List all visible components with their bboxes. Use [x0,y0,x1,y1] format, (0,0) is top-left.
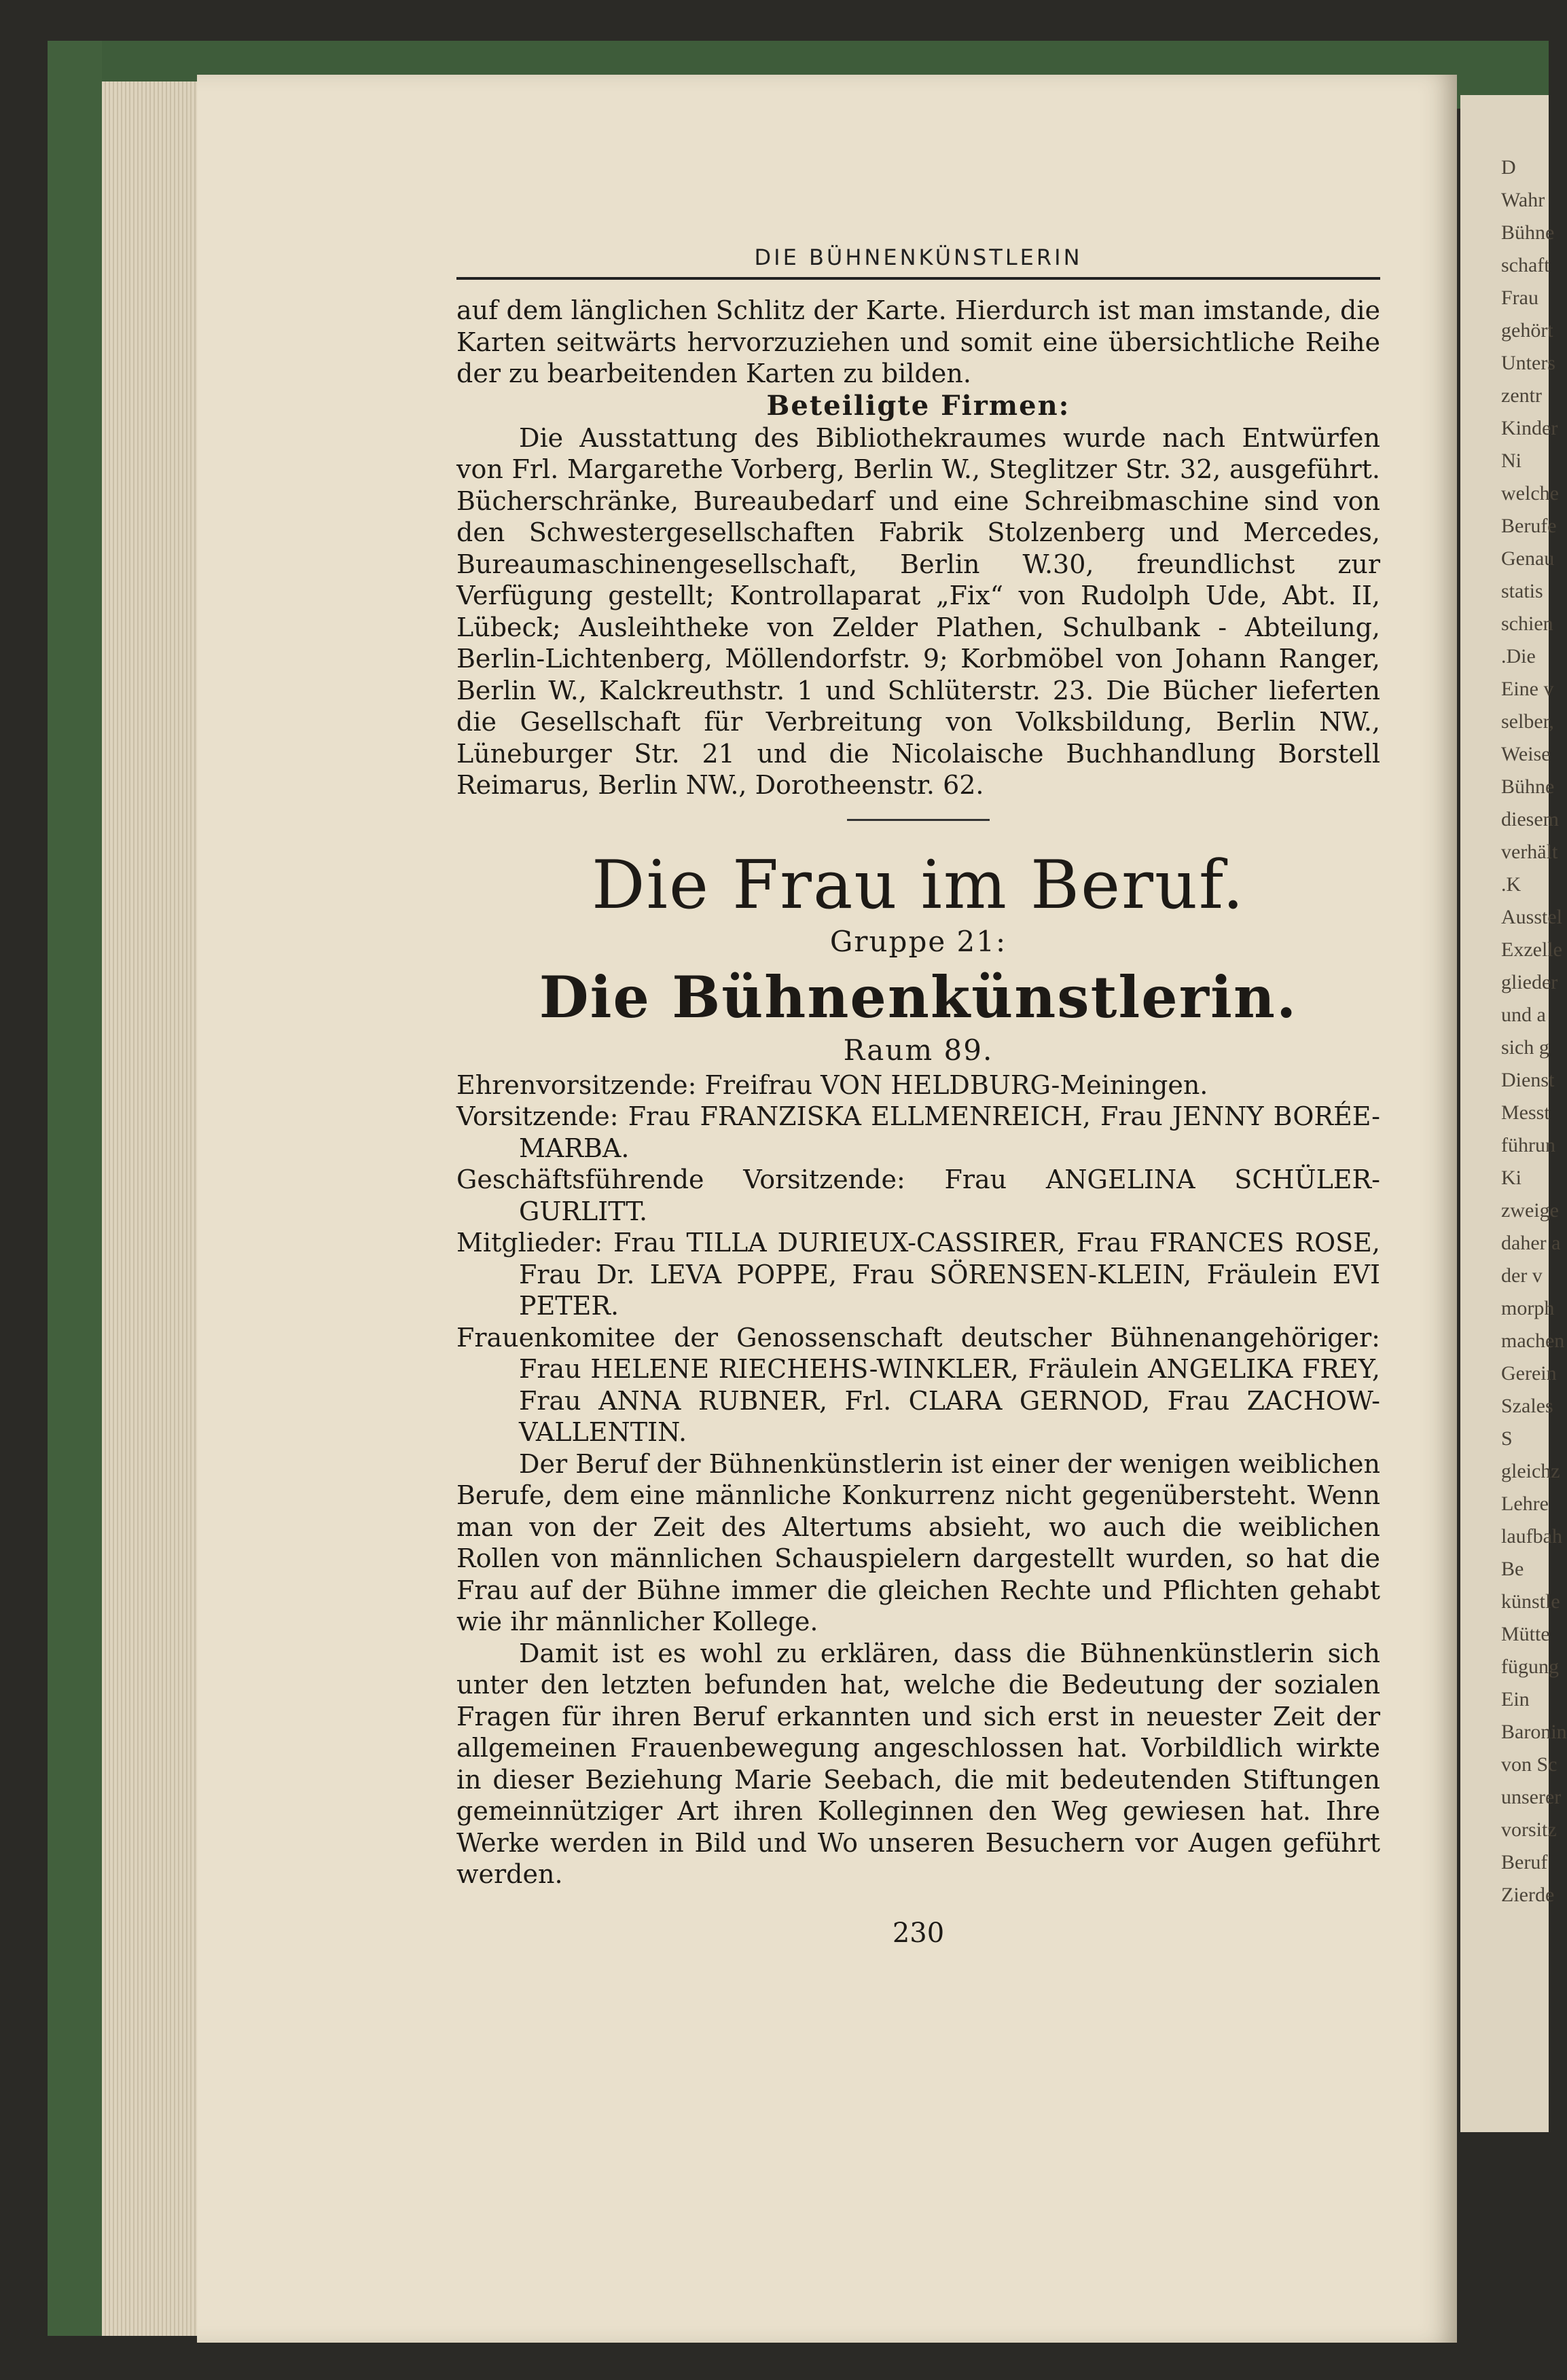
section-divider [847,819,990,821]
facing-page-fragment-line: Ki [1501,1167,1521,1189]
group-title: Die Bühnenkünstlerin. [539,963,1298,1031]
facing-page-fragment-line: Baronin [1501,1721,1567,1743]
facing-page-fragment-line: Bühne [1501,221,1555,244]
facing-page-fragment-line: Wahr [1501,189,1545,211]
firms-heading: Beteiligte Firmen: [766,389,1070,422]
facing-page-fragment-line: glieder [1501,971,1558,993]
facing-page-fragment-line: künstle [1501,1590,1560,1613]
facing-page-fragment-line: D [1501,156,1516,179]
room-label: Raum 89. [843,1033,994,1067]
committee-honorary-chair: Ehrenvorsitzende: Freifrau VON HELDBURG-Meiningen. [456,1069,1208,1100]
body-paragraph-1: Der Beruf der Bühnenkünstlerin ist einer der wenigen weiblichen Berufe, dem eine männliche Konkurrenz nicht gegenübersteht. Wenn man von der Zeit des Altertums absieht, wo auch die weiblichen Rollen von männlichen Schauspielern dargestellt wurden, so hat die Frau auf der Bühne immer die gleichen Rechte und Pflichten gehabt wie ihr männlicher Kollege. [456,1448,1380,1636]
committee-members: Mitglieder: Frau TILLA DURIEUX-CASSIRER, Frau FRANCES ROSE, Frau Dr. LEVA POPPE, Frau SÖRENSEN-KLEIN, Fräulein EVI PETER. [456,1228,1380,1321]
facing-page-fragment-line: Ausstel [1501,906,1562,928]
facing-page-fragment-line: von Sc [1501,1753,1557,1776]
facing-page-fragment-line: vorsitz [1501,1818,1557,1841]
intro-paragraph: auf dem länglichen Schlitz der Karte. Hierdurch ist man imstande, die Karten seitwärts hervorzuziehen und somit eine übersichtliche Reihe der zu bearbeitenden Karten zu bilden. [456,295,1380,388]
facing-page-fragment-line: Exzelle [1501,938,1562,961]
facing-page-fragment-line: diesem [1501,808,1559,830]
facing-page-fragment-line: morph [1501,1297,1555,1319]
facing-page-fragment-line: S [1501,1427,1513,1450]
facing-page-fragment-line: gehört [1501,319,1553,342]
facing-page-fragment-line: Bühne [1501,775,1555,798]
firms-paragraph: Die Ausstattung des Bibliothekraumes wurde nach Entwürfen von Frl. Margarethe Vorberg, Berlin W., Steglitzer Str. 32, ausgeführt. Bücherschränke, Bureaubedarf und eine Schreibmaschine sind von den Schwestergesellschaften Fabrik Stolzenberg und Mercedes, Bureaumaschinengesellschaft, Berlin W.30, freundlichst zur Verfügung gestellt; Kontrollaparat „Fix“ von Rudolph Ude, Abt. II, Lübeck; Ausleihtheke von Zelder Plathen, Schulbank - Abteilung, Berlin-Lichtenberg, Möllendorfstr. 9; Korbmöbel von Johann Ranger, Berlin W., Kalckreuthstr. 1 und Schlüterstr. 23. Die Bücher lieferten die Gesellschaft für Verbreitung von Volksbildung, Berlin NW., Lüneburger Str. 21 und die Nicolaische Buchhandlung Borstell Reimarus, Berlin NW., Dorotheenstr. 62. [456,422,1380,800]
facing-page-fragment-line: Gerein [1501,1362,1557,1385]
facing-page-fragment [1460,95,1567,2132]
group-label: Gruppe 21: [829,924,1007,958]
facing-page-fragment-line: Eine v [1501,678,1554,700]
facing-page-fragment-line: selber, [1501,710,1554,733]
page-edges [102,81,197,2336]
facing-page-fragment-line: Dienst [1501,1069,1555,1091]
facing-page-fragment-line: Beruf [1501,1851,1548,1873]
facing-page-fragment-line: laufbah [1501,1525,1562,1548]
facing-page-fragment-line: Genau [1501,547,1555,570]
facing-page-fragment-line: Szales [1501,1395,1553,1417]
facing-page-fragment-line: Mütte [1501,1623,1550,1645]
facing-page-fragment-line: statis [1501,580,1543,602]
facing-page-fragment-line: Zierde [1501,1884,1555,1906]
facing-page-fragment-line: Messt [1501,1101,1550,1124]
facing-page-fragment-line: daher a [1501,1232,1561,1254]
facing-page-fragment-line: .K [1501,873,1521,896]
facing-page-fragment-line: Frau [1501,287,1538,309]
page-content [456,244,1380,1949]
facing-page-fragment-line: unserer [1501,1786,1562,1808]
facing-page-fragment-line: Weise [1501,743,1551,765]
committee-chair: Vorsitzende: Frau FRANZISKA ELLMENREICH, Frau JENNY BORÉE-MARBA. [456,1101,1380,1163]
facing-page-fragment-line: Unters [1501,352,1555,374]
facing-page-fragment-line: zentr [1501,384,1542,407]
facing-page-fragment-line: Lehre [1501,1493,1549,1515]
facing-page-fragment-line: der v [1501,1264,1543,1287]
facing-page-fragment-line: Kinder [1501,417,1558,439]
facing-page-fragment-line: Ein [1501,1688,1530,1710]
facing-page-fragment-line: Be [1501,1558,1524,1580]
facing-page-fragment-line: .Die [1501,645,1536,667]
facing-page-fragment-line: schaft [1501,254,1550,276]
facing-page-fragment-line: gleichz [1501,1460,1560,1482]
facing-page-fragment-line: führun [1501,1134,1555,1156]
facing-page-fragment-line: zweige [1501,1199,1559,1222]
facing-page-fragment-line: fügung [1501,1655,1559,1678]
facing-page-fragment-line: sich g [1501,1036,1549,1059]
facing-page-fragment-line: schien [1501,612,1553,635]
page-number: 230 [892,1917,945,1949]
book-cover-spine [48,41,102,2336]
facing-page-fragment-line: Berufe [1501,515,1557,537]
facing-page-fragment-line: Ni [1501,450,1521,472]
facing-page-fragment-line: machen [1501,1330,1565,1352]
committee-managing-chair: Geschäftsführende Vorsitzende: Frau ANGELINA SCHÜLER-GURLITT. [456,1165,1380,1226]
facing-page-fragment-line: und a [1501,1004,1546,1026]
committee-womens-committee: Frauenkomitee der Genossenschaft deutscher Bühnenangehöriger: Frau HELENE RIECHEHS-WINKLER, Fräulein ANGELIKA FREY, Frau ANNA RUBNER, Frl. CLARA GERNOD, Frau ZACHOW-VALLENTIN. [456,1322,1380,1447]
facing-page-fragment-line: welche [1501,482,1559,505]
body-paragraph-2: Damit ist es wohl zu erklären, dass die Bühnenkünstlerin sich unter den letzten befunden hat, welche die Bedeutung der sozialen Fragen für ihren Beruf erkannten und sich erst in neuester Zeit der allgemeinen Frauenbewegung angeschlossen hat. Vorbildlich wirkte in dieser Beziehung Marie Seebach, die mit bedeutenden Stiftungen gemeinnütziger Art ihren Kolleginnen den Weg gewiesen hat. Ihre Werke werden in Bild und Wo unseren Besuchern vor Augen geführt werden. [456,1638,1380,1889]
facing-page-fragment-line: verhält [1501,841,1558,863]
facing-page-lines [1460,95,1567,1907]
section-title: Die Frau im Beruf. [592,846,1245,924]
running-head: DIE BÜHNENKÜNSTLERIN [456,244,1380,280]
